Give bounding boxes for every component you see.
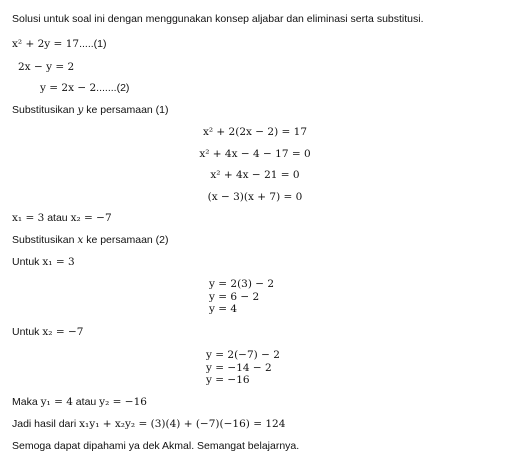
- equation-3-math: y = 2x − 2: [40, 82, 97, 94]
- case-2-steps: [206, 349, 280, 387]
- substitute-y-label: Substitusikan: [12, 104, 78, 116]
- substitute-x-var: x: [77, 234, 84, 246]
- case-2-step: y = −16: [206, 374, 250, 386]
- closing-text: Semoga dapat dipahami ya dek Akmal. Semangat belajarnya.: [12, 440, 300, 452]
- maka-atau: atau: [72, 396, 100, 408]
- case-2-heading: [12, 326, 83, 338]
- substitute-x-rest: ke persamaan (2): [83, 234, 169, 246]
- substitution-step-2: x² + 4x − 4 − 17 = 0: [199, 148, 311, 160]
- substitute-y-rest: ke persamaan (1): [83, 104, 169, 116]
- case-1-steps: [209, 278, 274, 316]
- case-1-step: y = 4: [209, 303, 238, 315]
- substitution-step-1: x² + 2(2x − 2) = 17: [202, 126, 308, 138]
- case-1-var: x₁ = 3: [42, 256, 75, 268]
- equation-1: [12, 38, 106, 50]
- substitute-x-heading: [12, 234, 169, 246]
- equation-3: [40, 82, 129, 94]
- case-1-heading: [12, 256, 75, 268]
- roots-atau: atau: [44, 212, 71, 224]
- case-1-step: y = 6 − 2: [209, 290, 260, 303]
- substitute-y-var: y: [77, 104, 84, 116]
- result-label: Jadi hasil dari: [12, 418, 80, 430]
- maka-y2: y₂ = −16: [99, 396, 147, 408]
- equation-2: 2x − y = 2: [18, 61, 75, 73]
- equation-1-math: x² + 2y = 17: [12, 38, 80, 50]
- maka-line: [12, 396, 147, 408]
- case-2-label: Untuk: [12, 326, 43, 338]
- case-1-label: Untuk: [12, 256, 43, 268]
- equation-1-tag: .....(1): [79, 38, 107, 50]
- case-2-step: y = −14 − 2: [206, 361, 272, 374]
- root-x1: x₁ = 3: [12, 212, 45, 224]
- result-line: [12, 418, 285, 430]
- substitute-y-heading: [12, 104, 169, 116]
- substitute-x-label: Substitusikan: [12, 234, 78, 246]
- case-2-step: y = 2(−7) − 2: [206, 349, 280, 361]
- substitution-step-3: x² + 4x − 21 = 0: [210, 169, 300, 181]
- result-expression: x₁y₁ + x₂y₂ = (3)(4) + (−7)(−16) = 124: [79, 418, 286, 430]
- substitution-step-4: (x − 3)(x + 7) = 0: [207, 191, 303, 203]
- maka-label: Maka: [12, 396, 41, 408]
- maka-y1: y₁ = 4: [40, 396, 73, 408]
- root-x2: x₂ = −7: [70, 212, 112, 224]
- roots-line: [12, 212, 112, 224]
- equation-3-tag: .......(2): [96, 82, 130, 94]
- case-1-step: y = 2(3) − 2: [209, 278, 275, 290]
- intro-text: Solusi untuk soal ini dengan menggunakan konsep aljabar dan eliminasi serta substitusi.: [12, 13, 424, 25]
- case-2-var: x₂ = −7: [42, 326, 84, 338]
